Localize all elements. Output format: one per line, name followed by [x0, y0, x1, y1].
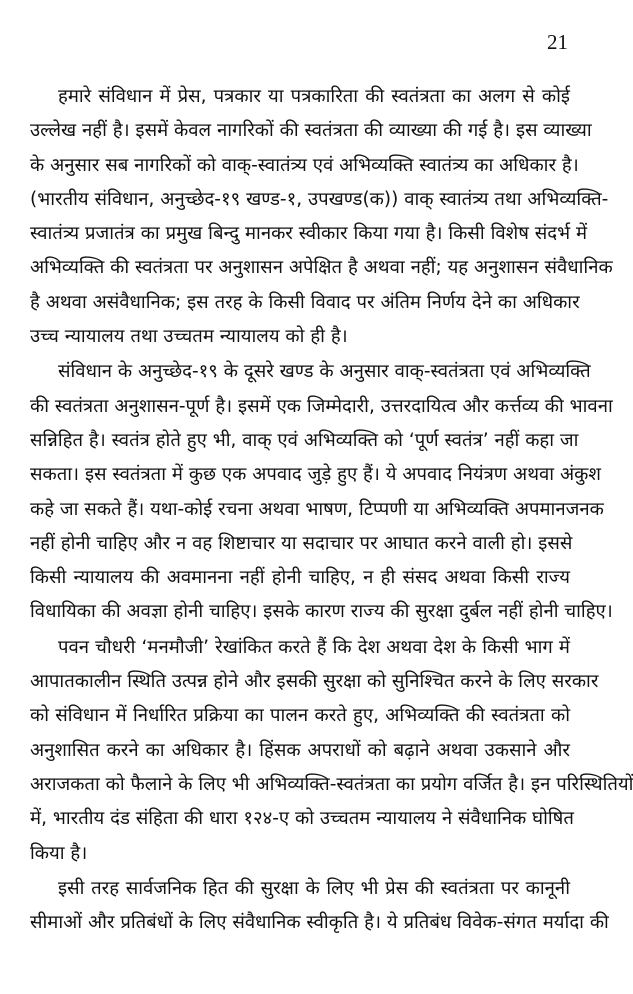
- body-text: [30, 80, 633, 941]
- text-line: अराजकता को फैलाने के लिए भी अभिव्यक्ति-स्वतंत्रता का प्रयोग वर्जित है। इन परिस्थितियों: [30, 773, 633, 795]
- paragraph: [30, 80, 613, 354]
- text-line: में, भारतीय दंड संहिता की धारा १२४-ए को उच्चतम न्यायालय ने संवैधानिक घोषित: [30, 808, 574, 830]
- text-line: सन्निहित है। स्वतंत्र होते हुए भी, वाक् एवं अभिव्यक्ति को ‘पूर्ण स्वतंत्र’ नहीं कहा जा: [30, 429, 579, 451]
- paragraph: [30, 631, 633, 871]
- text-line: की स्वतंत्रता अनुशासन-पूर्ण है। इसमें एक जिम्मेदारी, उत्तरदायित्व और कर्त्तव्य की भावना: [30, 395, 613, 417]
- text-line: स्वातंत्र्य प्रजातंत्र का प्रमुख बिन्दु मानकर स्वीकार किया गया है। किसी विशेष संदर्भ में: [30, 223, 588, 245]
- text-line: (भारतीय संविधान, अनुच्छेद-१९ खण्ड-१, उपखण्ड(क)) वाक् स्वातंत्र्य तथा अभिव्यक्ति-: [30, 188, 609, 210]
- text-line: पवन चौधरी ‘मनमौजी’ रेखांकित करते हैं कि देश अथवा देश के किसी भाग में: [58, 636, 570, 658]
- text-line: उल्लेख नहीं है। इसमें केवल नागरिकों की स्वतंत्रता की व्याख्या की गई है। इस व्याख्या: [30, 120, 592, 142]
- text-line: संविधान के अनुच्छेद-१९ के दूसरे खण्ड के अनुसार वाक्-स्वतंत्रता एवं अभिव्यक्ति: [58, 361, 591, 383]
- paragraph: [30, 355, 613, 629]
- text-line: कहे जा सकते हैं। यथा-कोई रचना अथवा भाषण, टिप्पणी या अभिव्यक्ति अपमानजनक: [30, 498, 604, 520]
- text-line: किया है।: [30, 842, 88, 864]
- text-line: नहीं होनी चाहिए और न वह शिष्टाचार या सदाचार पर आघात करने वाली हो। इससे: [30, 532, 573, 554]
- text-line: उच्च न्यायालय तथा उच्चतम न्यायालय को ही है।: [30, 326, 348, 348]
- text-line: अभिव्यक्ति की स्वतंत्रता पर अनुशासन अपेक्षित है अथवा नहीं; यह अनुशासन संवैधानिक: [30, 257, 613, 279]
- text-line: को संविधान में निर्धारित प्रक्रिया का पालन करते हुए, अभिव्यक्ति की स्वतंत्रता को: [30, 705, 570, 727]
- text-line: के अनुसार सब नागरिकों को वाक्-स्वातंत्र्य एवं अभिव्यक्ति स्वातंत्र्य का अधिकार है।: [30, 154, 579, 176]
- text-line: सकता। इस स्वतंत्रता में कुछ एक अपवाद जुड़े हुए हैं। ये अपवाद नियंत्रण अथवा अंकुश: [30, 464, 601, 486]
- text-line: है अथवा असंवैधानिक; इस तरह के किसी विवाद पर अंतिम निर्णय देने का अधिकार: [30, 291, 580, 313]
- text-line: आपातकालीन स्थिति उत्पन्न होने और इसकी सुरक्षा को सुनिश्चित करने के लिए सरकार: [30, 671, 599, 693]
- text-line: इसी तरह सार्वजनिक हित की सुरक्षा के लिए भी प्रेस की स्वतंत्रता पर कानूनी: [58, 877, 570, 899]
- page-number: 21: [547, 30, 568, 54]
- text-line: किसी न्यायालय की अवमानना नहीं होनी चाहिए, न ही संसद अथवा किसी राज्य: [30, 567, 570, 589]
- text-line: हमारे संविधान में प्रेस, पत्रकार या पत्रकारिता की स्वतंत्रता का अलग से कोई: [58, 86, 570, 107]
- text-line: विधायिका की अवज्ञा होनी चाहिए। इसके कारण राज्य की सुरक्षा दुर्बल नहीं होनी चाहिए।: [30, 601, 613, 623]
- text-line: सीमाओं और प्रतिबंधों के लिए संवैधानिक स्वीकृति है। ये प्रतिबंध विवेक-संगत मर्यादा की: [30, 912, 609, 934]
- text-line: अनुशासित करने का अधिकार है। हिंसक अपराधों को बढ़ाने अथवा उकसाने और: [30, 739, 570, 761]
- paragraph: [30, 872, 609, 941]
